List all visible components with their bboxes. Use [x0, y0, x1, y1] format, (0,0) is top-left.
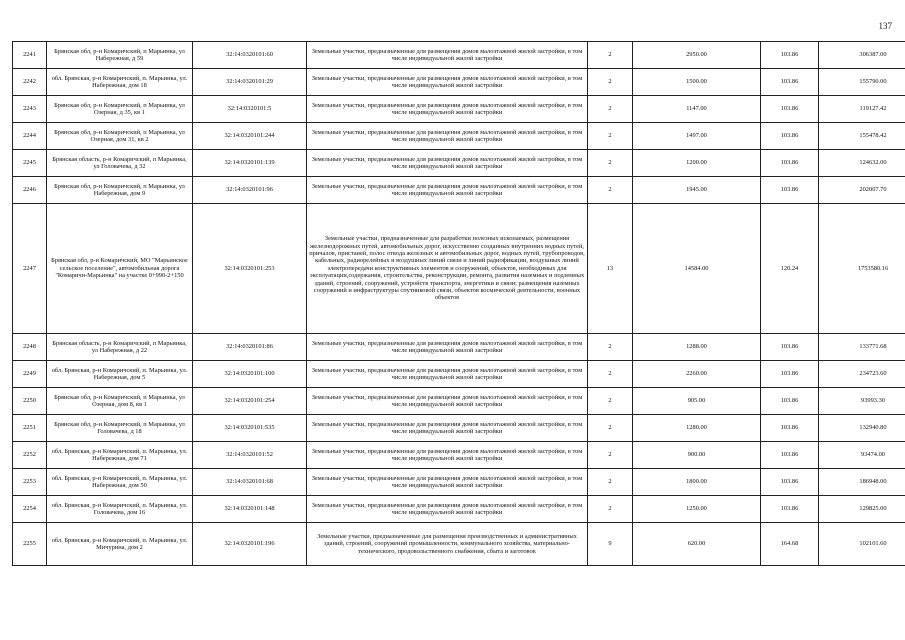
- rate-cell: 103.86: [761, 177, 819, 204]
- land-purpose-cell: Земельные участки, предназначенные для размещения домов малоэтажной жилой застройки, в том числе индивидуальной жилой застройки: [307, 442, 588, 469]
- table-row: [13, 123, 905, 150]
- cadastral-value-cell: 132940.80: [819, 415, 905, 442]
- rate-cell: 103.86: [761, 42, 819, 69]
- row-number: 2247: [13, 204, 47, 334]
- address-cell: обл. Брянская, р-н Комаричский, п. Марьинка, ул. Мичурина, дом 2: [47, 523, 193, 566]
- group-cell: 2: [588, 123, 633, 150]
- land-purpose-cell: Земельные участки, предназначенные для размещения производственных и административных зданий, строений, сооружений промышленности, коммунального хозяйства, материально-технического, продовольственного снабжения, сбыта и заготовок: [307, 523, 588, 566]
- area-cell: 905.00: [633, 388, 761, 415]
- cadastral-value-cell: 1753580.16: [819, 204, 905, 334]
- table-row: [13, 523, 905, 566]
- row-number: 2244: [13, 123, 47, 150]
- area-cell: 2260.00: [633, 361, 761, 388]
- page-number: 137: [878, 21, 892, 31]
- group-cell: 2: [588, 334, 633, 361]
- address-cell: обл. Брянская, р-н Комаричский, п. Марьинка, ул. Набережная, дом 50: [47, 469, 193, 496]
- table-row: [13, 42, 905, 69]
- table-body: [13, 42, 905, 566]
- land-registry-table: [12, 41, 905, 566]
- cadastral-value-cell: 133771.68: [819, 334, 905, 361]
- cadastral-value-cell: 119127.42: [819, 96, 905, 123]
- area-cell: 1497.00: [633, 123, 761, 150]
- row-number: 2243: [13, 96, 47, 123]
- address-cell: Брянская обл, р-н Комаричский, п Марьинка, ул Озерная, дом 8, кв 1: [47, 388, 193, 415]
- area-cell: 1945.00: [633, 177, 761, 204]
- cadastral-number-cell: 32:14:0320101:535: [193, 415, 307, 442]
- rate-cell: 103.86: [761, 496, 819, 523]
- table-row: [13, 334, 905, 361]
- cadastral-number-cell: 32:14:0320101:100: [193, 361, 307, 388]
- group-cell: 2: [588, 42, 633, 69]
- row-number: 2252: [13, 442, 47, 469]
- address-cell: Брянская область, р-н Комаричский, п Марьинка, ул Головачева, д 32: [47, 150, 193, 177]
- address-cell: обл. Брянская, р-н Комаричский, п. Марьинка, ул. Набережная, дом 18: [47, 69, 193, 96]
- address-cell: Брянская обл, р-н Комаричский, п Марьинка, ул Набережная, д 59: [47, 42, 193, 69]
- area-cell: 1800.00: [633, 469, 761, 496]
- group-cell: 2: [588, 177, 633, 204]
- cadastral-number-cell: 32:14:0320101:68: [193, 469, 307, 496]
- row-number: 2248: [13, 334, 47, 361]
- cadastral-number-cell: 32:14:0320101:96: [193, 177, 307, 204]
- rate-cell: 103.86: [761, 469, 819, 496]
- address-cell: обл. Брянская, р-н Комаричский, п. Марьинка, ул. Головачева, дом 16: [47, 496, 193, 523]
- rate-cell: 103.86: [761, 69, 819, 96]
- land-purpose-cell: Земельные участки, предназначенные для размещения домов малоэтажной жилой застройки, в том числе индивидуальной жилой застройки: [307, 361, 588, 388]
- group-cell: 2: [588, 469, 633, 496]
- land-purpose-cell: Земельные участки, предназначенные для размещения домов малоэтажной жилой застройки, в том числе индивидуальной жилой застройки: [307, 177, 588, 204]
- land-purpose-cell: Земельные участки, предназначенные для разработки полезных ископаемых, размещения железнодорожных путей, автомобильных дорог, искусственно созданных внутренних водных путей, причалов, пристаней, полос отвода железных и автомобильных дорог, водных путей, трубопроводов, кабельных, радиорелейных и воздушных линий связи и линий радиофикации, воздушных линий электропередачи конструктивных элементов и сооружений, объектов, необходимых для эксплуатации,содержания, строительства, реконструкции, ремонта, развития наземных и подземных зданий, строений, сооружений, устройств транспорта, энергетики и связи; размещения наземных сооружений и инфраструктуры спутниковой связи, объектов космической деятельности, военных объектов: [307, 204, 588, 334]
- cadastral-number-cell: 32:14:0320101:254: [193, 388, 307, 415]
- rate-cell: 120.24: [761, 204, 819, 334]
- cadastral-number-cell: 32:14:0320101:244: [193, 123, 307, 150]
- group-cell: 2: [588, 415, 633, 442]
- row-number: 2253: [13, 469, 47, 496]
- address-cell: Брянская обл, р-н Комаричский, п Марьинка, ул Набережная, дом 9: [47, 177, 193, 204]
- row-number: 2255: [13, 523, 47, 566]
- table-row: [13, 469, 905, 496]
- land-purpose-cell: Земельные участки, предназначенные для размещения домов малоэтажной жилой застройки, в том числе индивидуальной жилой застройки: [307, 123, 588, 150]
- row-number: 2246: [13, 177, 47, 204]
- table-row: [13, 177, 905, 204]
- cadastral-value-cell: 93474.00: [819, 442, 905, 469]
- cadastral-number-cell: 32:14:0320101:148: [193, 496, 307, 523]
- cadastral-value-cell: 102101.60: [819, 523, 905, 566]
- cadastral-number-cell: 32:14:0320101:29: [193, 69, 307, 96]
- land-purpose-cell: Земельные участки, предназначенные для размещения домов малоэтажной жилой застройки, в том числе индивидуальной жилой застройки: [307, 96, 588, 123]
- cadastral-number-cell: 32:14:0320101:60: [193, 42, 307, 69]
- cadastral-number-cell: 32:14:0320101:196: [193, 523, 307, 566]
- area-cell: 1200.00: [633, 150, 761, 177]
- cadastral-number-cell: 32:14:0320101:52: [193, 442, 307, 469]
- row-number: 2251: [13, 415, 47, 442]
- cadastral-number-cell: 32:14:0320101:253: [193, 204, 307, 334]
- table-row: [13, 204, 905, 334]
- group-cell: 2: [588, 361, 633, 388]
- cadastral-value-cell: 234723.60: [819, 361, 905, 388]
- cadastral-number-cell: 32:14:0320101:5: [193, 96, 307, 123]
- land-purpose-cell: Земельные участки, предназначенные для размещения домов малоэтажной жилой застройки, в том числе индивидуальной жилой застройки: [307, 42, 588, 69]
- group-cell: 13: [588, 204, 633, 334]
- table-row: [13, 361, 905, 388]
- area-cell: 14584.00: [633, 204, 761, 334]
- row-number: 2241: [13, 42, 47, 69]
- group-cell: 2: [588, 496, 633, 523]
- group-cell: 2: [588, 96, 633, 123]
- cadastral-value-cell: 155478.42: [819, 123, 905, 150]
- land-purpose-cell: Земельные участки, предназначенные для размещения домов малоэтажной жилой застройки, в том числе индивидуальной жилой застройки: [307, 388, 588, 415]
- land-purpose-cell: Земельные участки, предназначенные для размещения домов малоэтажной жилой застройки, в том числе индивидуальной жилой застройки: [307, 415, 588, 442]
- address-cell: Брянская область, р-н Комаричский, п Марьинка, ул Набережная, д 22: [47, 334, 193, 361]
- address-cell: Брянская обл, р-н Комаричский, п Марьинка, ул Головачева, д 18: [47, 415, 193, 442]
- cadastral-value-cell: 93993.30: [819, 388, 905, 415]
- row-number: 2250: [13, 388, 47, 415]
- area-cell: 620.00: [633, 523, 761, 566]
- table-row: [13, 388, 905, 415]
- row-number: 2242: [13, 69, 47, 96]
- table-row: [13, 415, 905, 442]
- area-cell: 2950.00: [633, 42, 761, 69]
- cadastral-number-cell: 32:14:0320101:139: [193, 150, 307, 177]
- cadastral-value-cell: 129825.00: [819, 496, 905, 523]
- table-row: [13, 96, 905, 123]
- rate-cell: 103.86: [761, 334, 819, 361]
- address-cell: обл. Брянская, р-н Комаричский, п. Марьинка, ул. Набережная, дом 71: [47, 442, 193, 469]
- land-purpose-cell: Земельные участки, предназначенные для размещения домов малоэтажной жилой застройки, в том числе индивидуальной жилой застройки: [307, 496, 588, 523]
- rate-cell: 103.86: [761, 388, 819, 415]
- table-row: [13, 442, 905, 469]
- land-purpose-cell: Земельные участки, предназначенные для размещения домов малоэтажной жилой застройки, в том числе индивидуальной жилой застройки: [307, 469, 588, 496]
- row-number: 2249: [13, 361, 47, 388]
- row-number: 2245: [13, 150, 47, 177]
- land-purpose-cell: Земельные участки, предназначенные для размещения домов малоэтажной жилой застройки, в том числе индивидуальной жилой застройки: [307, 69, 588, 96]
- cadastral-value-cell: 124632.00: [819, 150, 905, 177]
- cadastral-value-cell: 186948.00: [819, 469, 905, 496]
- rate-cell: 103.86: [761, 150, 819, 177]
- table-row: [13, 69, 905, 96]
- row-number: 2254: [13, 496, 47, 523]
- area-cell: 900.00: [633, 442, 761, 469]
- group-cell: 2: [588, 442, 633, 469]
- group-cell: 9: [588, 523, 633, 566]
- table-row: [13, 496, 905, 523]
- group-cell: 2: [588, 69, 633, 96]
- cadastral-value-cell: 202007.70: [819, 177, 905, 204]
- rate-cell: 164.68: [761, 523, 819, 566]
- rate-cell: 103.86: [761, 123, 819, 150]
- rate-cell: 103.86: [761, 442, 819, 469]
- rate-cell: 103.86: [761, 415, 819, 442]
- land-purpose-cell: Земельные участки, предназначенные для размещения домов малоэтажной жилой застройки, в том числе индивидуальной жилой застройки: [307, 334, 588, 361]
- address-cell: Брянская обл, р-н Комаричский, п Марьинка, ул Озерная, д 35, кв 1: [47, 96, 193, 123]
- area-cell: 1280.00: [633, 415, 761, 442]
- address-cell: обл. Брянская, р-н Комаричский, п. Марьинка, ул. Набережная, дом 5: [47, 361, 193, 388]
- area-cell: 1500.00: [633, 69, 761, 96]
- cadastral-value-cell: 155790.00: [819, 69, 905, 96]
- group-cell: 2: [588, 150, 633, 177]
- land-purpose-cell: Земельные участки, предназначенные для размещения домов малоэтажной жилой застройки, в том числе индивидуальной жилой застройки: [307, 150, 588, 177]
- rate-cell: 103.86: [761, 361, 819, 388]
- area-cell: 1250.00: [633, 496, 761, 523]
- address-cell: Брянская обл, р-н Комаричский, п Марьинка, ул Озерная, дом 31, кв 2: [47, 123, 193, 150]
- cadastral-value-cell: 306387.00: [819, 42, 905, 69]
- table-row: [13, 150, 905, 177]
- rate-cell: 103.86: [761, 96, 819, 123]
- area-cell: 1288.00: [633, 334, 761, 361]
- address-cell: Брянская обл, р-н Комаричский, МО "Марьинское сельское поселение", автомобильная дорога "Комаричи-Марьинка" на участке 0+990-2+150: [47, 204, 193, 334]
- group-cell: 2: [588, 388, 633, 415]
- cadastral-number-cell: 32:14:0320101:86: [193, 334, 307, 361]
- area-cell: 1147.00: [633, 96, 761, 123]
